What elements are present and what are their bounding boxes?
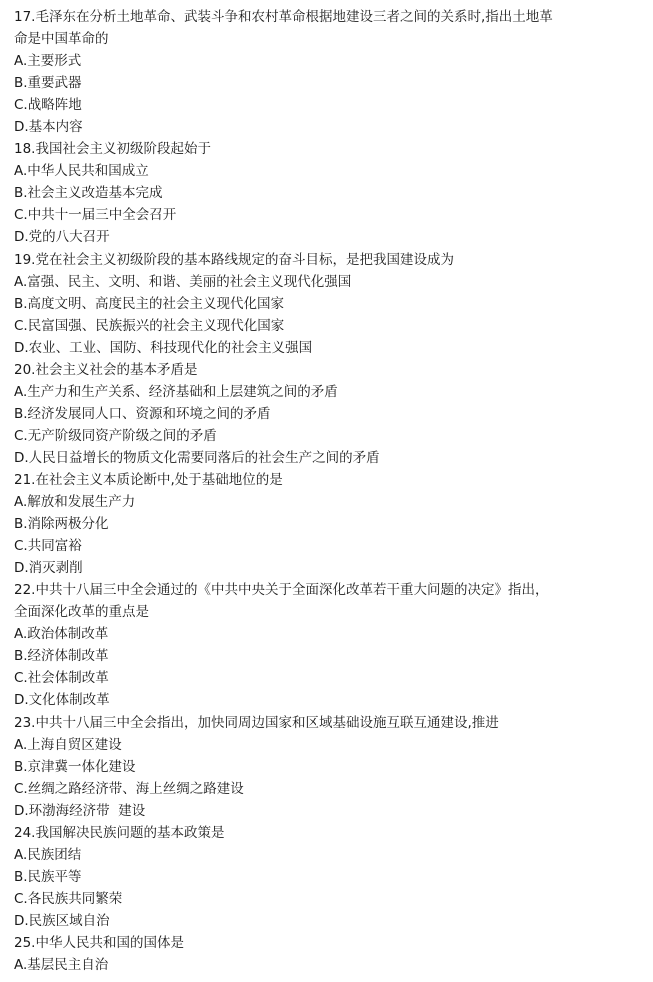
option-c: C.民富国强、民族振兴的社会主义现代化国家 xyxy=(14,317,285,334)
option-d: D.基本内容 xyxy=(14,119,83,136)
question-text: 21.在社会主义本质论断中,处于基础地位的是 xyxy=(14,471,283,488)
question-text: 18.我国社会主义初级阶段起始于 xyxy=(14,141,211,158)
option-c: C.共同富裕 xyxy=(14,538,82,555)
option-d: D.文化体制改革 xyxy=(14,692,110,709)
option-b: B.民族平等 xyxy=(14,868,82,885)
question-21 xyxy=(14,469,634,579)
option-b: B.经济发展同人口、资源和环境之间的矛盾 xyxy=(14,405,271,422)
question-25 xyxy=(14,932,634,976)
option-c: C.丝绸之路经济带、海上丝绸之路建设 xyxy=(14,780,244,797)
option-b: B.重要武器 xyxy=(14,75,82,92)
question-18 xyxy=(14,138,634,248)
option-a: A.生产力和生产关系、经济基础和上层建筑之间的矛盾 xyxy=(14,383,338,400)
question-text: 22.中共十八届三中全会通过的《中共中央关于全面深化改革若干重大问题的决定》指出， xyxy=(14,582,549,599)
question-text: 17.毛泽东在分析土地革命、武装斗争和农村革命根据地建设三者之间的关系时,指出土地革 xyxy=(14,9,553,25)
option-c: C.无产阶级同资产阶级之间的矛盾 xyxy=(14,427,217,444)
option-d: D.民族区域自治 xyxy=(14,912,110,929)
option-b: B.消除两极分化 xyxy=(14,516,109,533)
option-a: A.富强、民主、文明、和谐、美丽的社会主义现代化强国 xyxy=(14,273,352,290)
option-d: D.党的八大召开 xyxy=(14,229,110,246)
option-a: A.主要形式 xyxy=(14,53,82,70)
question-24 xyxy=(14,822,634,932)
option-d: D.农业、工业、国防、科技现代化的社会主义强国 xyxy=(14,339,313,356)
question-text: 全面深化改革的重点是 xyxy=(14,604,149,621)
option-a: A.民族团结 xyxy=(14,846,82,863)
question-20 xyxy=(14,359,634,469)
option-d: D.环渤海经济带 建设 xyxy=(14,802,146,819)
question-text: 命是中国革命的 xyxy=(14,31,109,48)
question-text: 25.中华人民共和国的国体是 xyxy=(14,934,184,951)
question-17 xyxy=(14,6,634,138)
option-c: C.各民族共同繁荣 xyxy=(14,890,123,907)
option-b: B.经济体制改革 xyxy=(14,648,109,665)
option-a: A.上海自贸区建设 xyxy=(14,736,122,753)
question-19 xyxy=(14,249,634,359)
option-a: A.解放和发展生产力 xyxy=(14,494,136,511)
option-b: B.京津冀一体化建设 xyxy=(14,758,136,775)
option-b: B.高度文明、高度民主的社会主义现代化国家 xyxy=(14,295,285,312)
exam-page xyxy=(14,6,634,976)
question-23 xyxy=(14,712,634,822)
option-a: A.中华人民共和国成立 xyxy=(14,163,149,180)
option-c: C.社会体制改革 xyxy=(14,670,109,687)
question-text: 20.社会主义社会的基本矛盾是 xyxy=(14,361,198,378)
option-a: A.政治体制改革 xyxy=(14,626,109,643)
option-b: B.社会主义改造基本完成 xyxy=(14,185,163,202)
option-d: D.消灭剥削 xyxy=(14,560,83,577)
question-text: 23.中共十八届三中全会指出，加快同周边国家和区域基础设施互联互通建设,推进 xyxy=(14,714,499,731)
question-text: 19.党在社会主义初级阶段的基本路线规定的奋斗目标，是把我国建设成为 xyxy=(14,251,454,268)
option-c: C.战略阵地 xyxy=(14,97,82,114)
question-text: 24.我国解决民族问题的基本政策是 xyxy=(14,824,225,841)
question-22 xyxy=(14,579,634,711)
option-a: A.基层民主自治 xyxy=(14,957,109,974)
option-c: C.中共十一届三中全会召开 xyxy=(14,207,177,224)
option-d: D.人民日益增长的物质文化需要同落后的社会生产之间的矛盾 xyxy=(14,449,380,466)
